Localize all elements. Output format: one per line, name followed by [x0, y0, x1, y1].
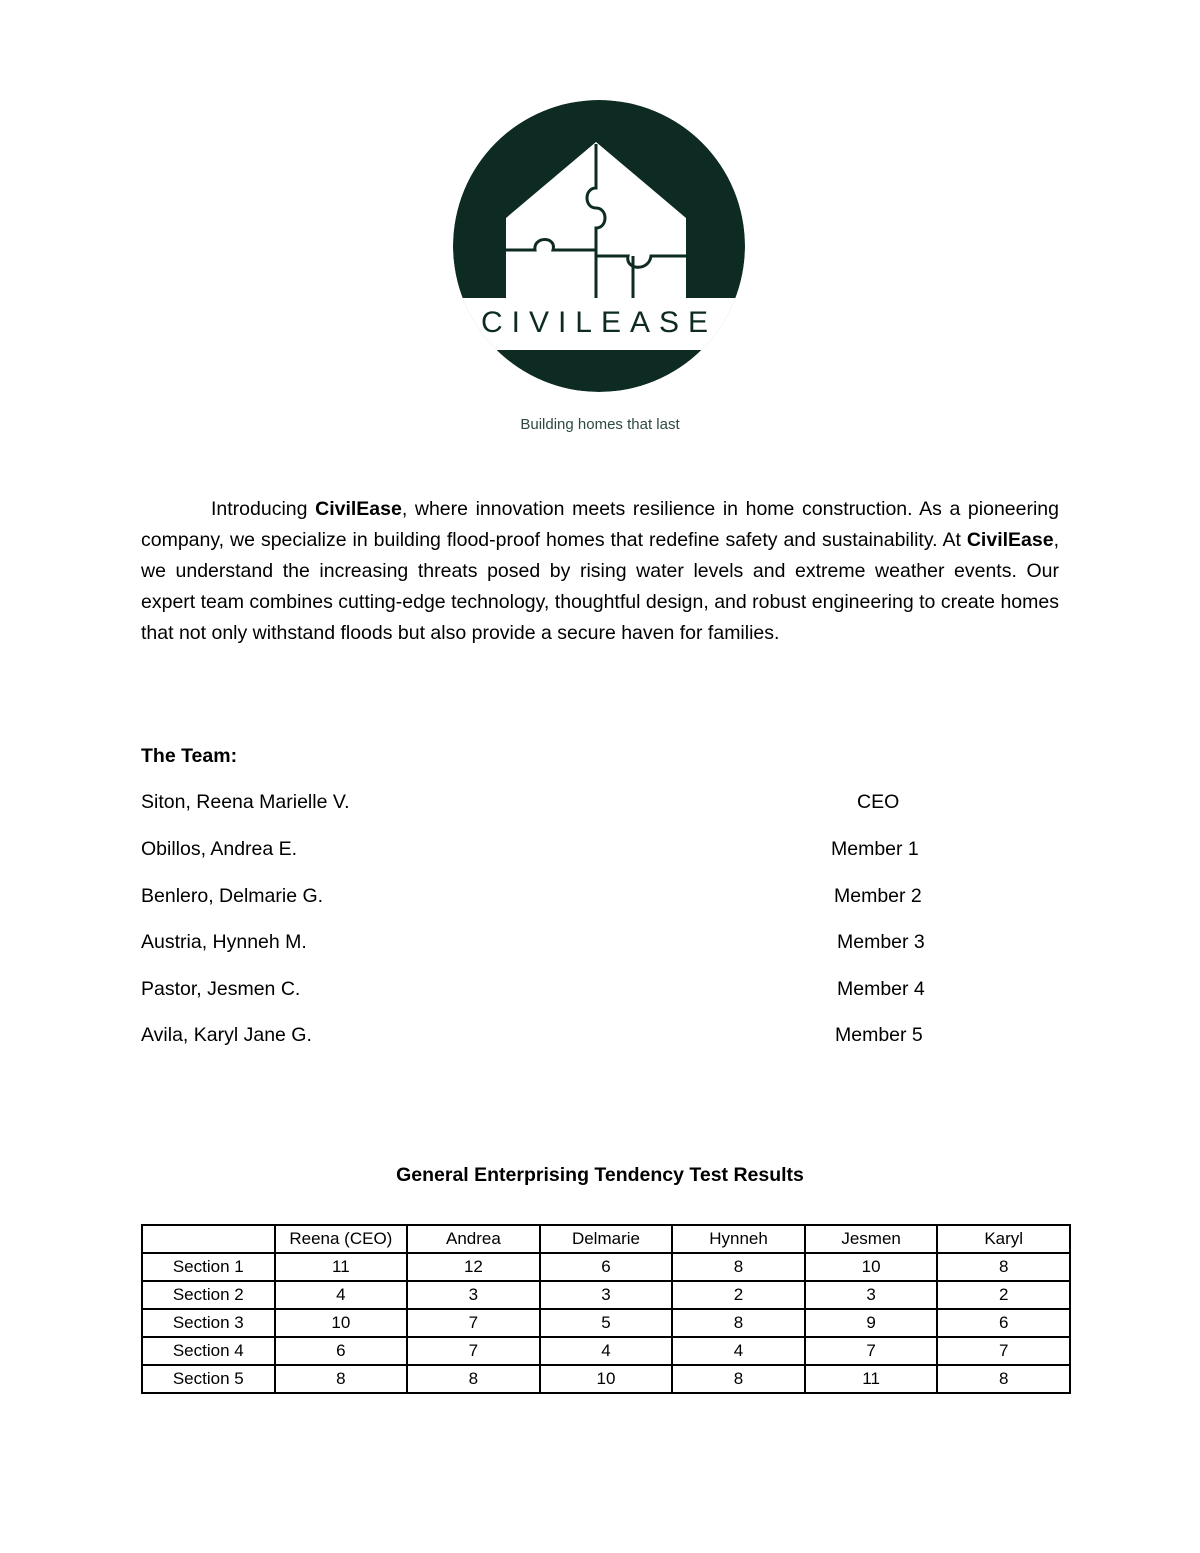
column-header: Reena (CEO)	[275, 1225, 408, 1253]
table-cell: 4	[540, 1337, 673, 1365]
table-row	[142, 1365, 1070, 1393]
member-role: CEO	[857, 791, 900, 813]
row-label: Section 3	[142, 1309, 275, 1337]
company-name-2: CivilEase	[966, 529, 1054, 551]
table-header-row	[142, 1225, 1070, 1253]
table-cell: 6	[937, 1309, 1070, 1337]
table-cell: 7	[805, 1337, 938, 1365]
results-table	[141, 1224, 1071, 1394]
member-name: Austria, Hynneh M.	[141, 931, 307, 953]
member-name: Benlero, Delmarie G.	[141, 885, 324, 907]
column-header: Hynneh	[672, 1225, 805, 1253]
table-cell: 8	[937, 1253, 1070, 1281]
table-cell: 7	[407, 1337, 540, 1365]
table-cell: 10	[275, 1309, 408, 1337]
team-member-row	[141, 931, 1041, 959]
table-cell: 6	[275, 1337, 408, 1365]
member-name: Pastor, Jesmen C.	[141, 978, 301, 1000]
table-cell: 8	[672, 1253, 805, 1281]
intro-text-1: Introducing	[211, 498, 316, 520]
table-row	[142, 1281, 1070, 1309]
row-label: Section 2	[142, 1281, 275, 1309]
civilease-logo	[453, 100, 745, 392]
table-cell: 2	[672, 1281, 805, 1309]
team-member-row	[141, 791, 1041, 819]
team-heading: The Team:	[141, 745, 238, 767]
member-role: Member 5	[835, 1024, 923, 1046]
table-cell: 8	[937, 1365, 1070, 1393]
table-cell: 12	[407, 1253, 540, 1281]
table-cell: 3	[407, 1281, 540, 1309]
table-row	[142, 1309, 1070, 1337]
table-cell: 3	[805, 1281, 938, 1309]
column-header: Andrea	[407, 1225, 540, 1253]
table-cell: 10	[540, 1365, 673, 1393]
table-cell: 8	[672, 1365, 805, 1393]
table-cell: 4	[672, 1337, 805, 1365]
table-cell: 11	[275, 1253, 408, 1281]
table-row	[142, 1337, 1070, 1365]
table-cell: 3	[540, 1281, 673, 1309]
member-name: Avila, Karyl Jane G.	[141, 1024, 312, 1046]
table-cell: 11	[805, 1365, 938, 1393]
member-role: Member 1	[831, 838, 919, 860]
intro-paragraph	[141, 494, 1059, 649]
table-cell: 10	[805, 1253, 938, 1281]
table-cell: 8	[407, 1365, 540, 1393]
member-name: Obillos, Andrea E.	[141, 838, 298, 860]
tagline: Building homes that last	[520, 416, 680, 433]
member-role: Member 4	[837, 978, 925, 1000]
column-header	[142, 1225, 275, 1253]
table-cell: 6	[540, 1253, 673, 1281]
member-role: Member 3	[837, 931, 925, 953]
column-header: Jesmen	[805, 1225, 938, 1253]
member-role: Member 2	[834, 885, 922, 907]
table-cell: 2	[937, 1281, 1070, 1309]
intro-text-3: , we understand the increasing threats posed by rising water levels and extreme weather events. Our expert team combines cutting-edge technology, thoughtful design, and robust engineering to create homes that not only withstand floods but also provide a secure haven for families.	[141, 529, 1059, 644]
table-cell: 7	[407, 1309, 540, 1337]
row-label: Section 4	[142, 1337, 275, 1365]
column-header: Karyl	[937, 1225, 1070, 1253]
column-header: Delmarie	[540, 1225, 673, 1253]
table-cell: 8	[672, 1309, 805, 1337]
table-cell: 9	[805, 1309, 938, 1337]
table-cell: 4	[275, 1281, 408, 1309]
member-name: Siton, Reena Marielle V.	[141, 791, 350, 813]
table-cell: 8	[275, 1365, 408, 1393]
team-member-row	[141, 1024, 1041, 1052]
team-member-row	[141, 978, 1041, 1006]
table-row	[142, 1253, 1070, 1281]
team-member-row	[141, 885, 1041, 913]
results-title: General Enterprising Tendency Test Results	[396, 1164, 804, 1186]
row-label: Section 5	[142, 1365, 275, 1393]
team-member-row	[141, 838, 1041, 866]
intro-text-2: , where innovation meets resilience in home construction. As a pioneering company, we specialize in building flood-proof homes that redefine safety and sustainability. At	[141, 498, 1059, 551]
logo-wordmark: CIVILEASE	[480, 306, 718, 339]
row-label: Section 1	[142, 1253, 275, 1281]
table-cell: 7	[937, 1337, 1070, 1365]
company-name: CivilEase	[315, 498, 402, 520]
table-cell: 5	[540, 1309, 673, 1337]
